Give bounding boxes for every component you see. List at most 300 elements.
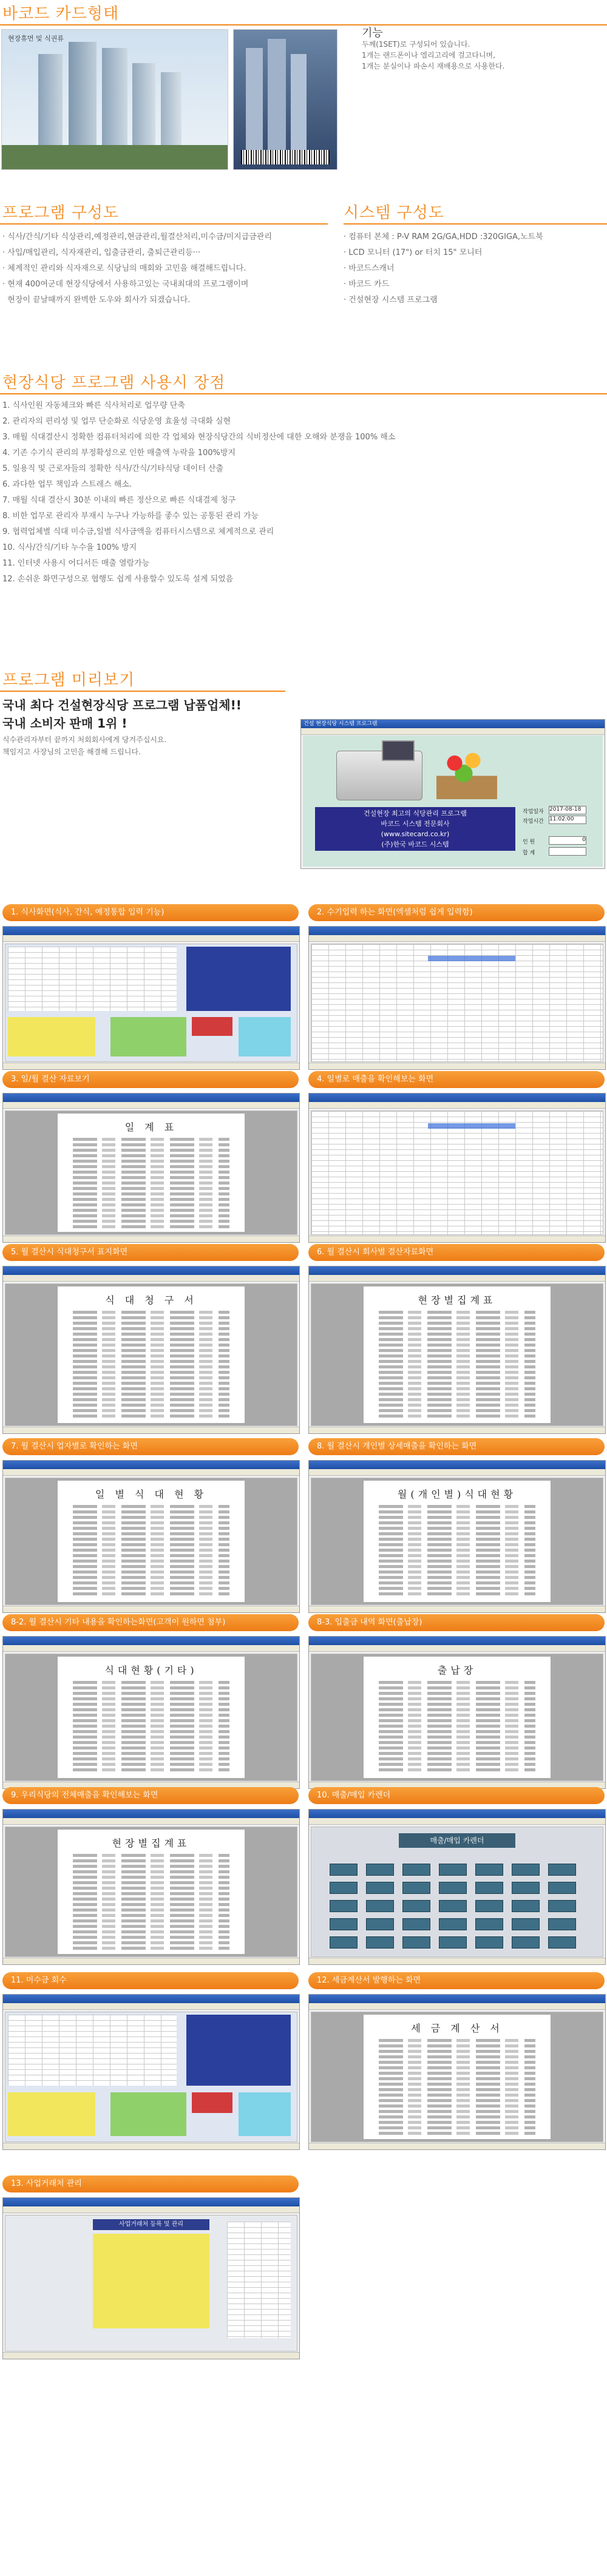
program-config-line-2: · 사입/매입관리, 식자재관리, 입출금관리, 출퇴근관리등··· bbox=[2, 248, 201, 257]
report-row bbox=[73, 1371, 229, 1374]
date-value[interactable]: 2017-08-18 bbox=[549, 806, 586, 814]
report-row bbox=[379, 1404, 535, 1407]
report-row bbox=[73, 1187, 229, 1190]
window-body bbox=[311, 1283, 603, 1426]
report-row bbox=[73, 1736, 229, 1739]
scroll-banner bbox=[315, 807, 515, 851]
window-statusbar bbox=[3, 2143, 299, 2149]
calendar-day-tile[interactable] bbox=[402, 1882, 430, 1894]
report-row bbox=[379, 2088, 535, 2091]
window-body bbox=[311, 1478, 603, 1605]
report-rows bbox=[379, 2039, 535, 2137]
report-row bbox=[73, 1581, 229, 1584]
report-row bbox=[73, 1209, 229, 1212]
calendar-day-tile[interactable] bbox=[512, 1882, 540, 1894]
calendar-day-tile[interactable] bbox=[330, 1864, 358, 1876]
calendar-day-tile[interactable] bbox=[330, 1900, 358, 1912]
total-panel bbox=[239, 1017, 291, 1057]
count-label: 인 원 bbox=[523, 839, 535, 845]
report-row bbox=[379, 1703, 535, 1706]
window-titlebar bbox=[3, 1461, 299, 1469]
report-row bbox=[379, 1393, 535, 1396]
report-row bbox=[379, 1725, 535, 1728]
report-row bbox=[73, 1881, 229, 1884]
report-sheet bbox=[58, 1114, 244, 1232]
report-row bbox=[73, 1919, 229, 1922]
report-sheet bbox=[364, 1657, 550, 1778]
calendar-day-tile[interactable] bbox=[402, 1864, 430, 1876]
merits-title: 현장식당 프로그램 사용시 장점 bbox=[2, 374, 226, 392]
window-titlebar bbox=[3, 2198, 299, 2206]
report-row bbox=[379, 2121, 535, 2124]
report-row bbox=[379, 2099, 535, 2102]
calendar-day-tile[interactable] bbox=[439, 1918, 467, 1930]
screen-label-9: 8-2. 월 결산시 기타 내용을 확인하는화면(고객이 원하면 첨부) bbox=[11, 1618, 226, 1627]
calendar-day-tile[interactable] bbox=[475, 1882, 503, 1894]
window-statusbar bbox=[3, 1427, 299, 1433]
report-row bbox=[379, 1521, 535, 1524]
program-config-line bbox=[0, 223, 328, 225]
report-row bbox=[73, 1876, 229, 1879]
report-row bbox=[379, 1344, 535, 1347]
merit-line-7: 7. 매월 식대 결산시 30분 이내의 빠른 정산으로 빠른 식대결제 청구 bbox=[2, 496, 236, 505]
calendar-day-tile[interactable] bbox=[402, 1936, 430, 1949]
report-row bbox=[379, 2066, 535, 2069]
calendar-day-tile[interactable] bbox=[548, 1918, 576, 1930]
system-config-line-2: · LCD 모니터 (17") or 터치 15" 모니터 bbox=[344, 248, 483, 257]
window-menu bbox=[3, 2003, 299, 2010]
report-row bbox=[73, 1730, 229, 1733]
summary-panel bbox=[8, 2092, 95, 2136]
report-row bbox=[73, 1393, 229, 1396]
report-row bbox=[73, 1143, 229, 1146]
report-row bbox=[73, 1925, 229, 1928]
screen-header-4 bbox=[308, 1071, 605, 1088]
window-body bbox=[311, 2012, 603, 2142]
screen-shot-5 bbox=[2, 1266, 300, 1434]
report-row bbox=[73, 1549, 229, 1552]
report-sheet bbox=[364, 2015, 550, 2139]
window-titlebar bbox=[309, 1995, 605, 2003]
merit-line-5: 5. 일용직 및 근로자들의 정확한 식사/간식/기타식당 데이터 산출 bbox=[2, 464, 224, 473]
calendar-day-tile[interactable] bbox=[439, 1900, 467, 1912]
report-row bbox=[73, 1947, 229, 1950]
report-title: 일 계 표 bbox=[124, 1121, 178, 1133]
window-body bbox=[5, 1283, 297, 1426]
report-row bbox=[379, 1398, 535, 1401]
window-statusbar bbox=[309, 2143, 605, 2149]
window-titlebar bbox=[3, 927, 299, 935]
window-body bbox=[5, 1111, 297, 1235]
system-config-line-4: · 바코드 카드 bbox=[344, 280, 390, 289]
report-row bbox=[73, 1365, 229, 1368]
system-config-line-3: · 바코드스캐너 bbox=[344, 264, 395, 273]
screen-shot-12 bbox=[308, 1809, 606, 1965]
report-row bbox=[73, 1404, 229, 1407]
report-row bbox=[73, 1887, 229, 1890]
report-row bbox=[379, 1708, 535, 1711]
window-menu bbox=[3, 1645, 299, 1652]
calendar-day-tile[interactable] bbox=[366, 1936, 394, 1949]
preview-window-menu bbox=[301, 728, 605, 735]
report-title: 식대현황(기타) bbox=[104, 1665, 198, 1676]
report-row bbox=[379, 1376, 535, 1379]
report-title: 일 별 식 대 현 황 bbox=[95, 1489, 208, 1500]
preview-sub-2: 책임지고 사장님의 고민을 해결해 드립니다. bbox=[2, 748, 141, 756]
calendar-day-tile[interactable] bbox=[512, 1900, 540, 1912]
report-row bbox=[379, 1719, 535, 1722]
screen-header-7 bbox=[2, 1438, 299, 1455]
report-row bbox=[73, 1322, 229, 1325]
screen-label-15: 13. 사업거래처 관리 bbox=[11, 2179, 82, 2188]
preview-window bbox=[300, 719, 605, 869]
program-config-line-3: · 체계적인 관리와 식자재으로 식당님의 매회와 고민을 해결해드립니다. bbox=[2, 264, 246, 273]
report-title: 현장별집계표 bbox=[418, 1294, 497, 1306]
report-row bbox=[73, 1930, 229, 1933]
calendar-day-tile[interactable] bbox=[366, 1900, 394, 1912]
preview-headline-2: 국내 소비자 판매 1위 ! bbox=[2, 716, 127, 731]
grid-highlight bbox=[428, 1123, 515, 1129]
report-row bbox=[73, 1681, 229, 1684]
report-row bbox=[73, 1327, 229, 1330]
report-row bbox=[73, 1198, 229, 1201]
report-row bbox=[73, 1859, 229, 1862]
report-row bbox=[379, 2094, 535, 2097]
report-row bbox=[379, 1532, 535, 1535]
window-body bbox=[311, 944, 603, 1062]
count-value[interactable]: 0 bbox=[549, 836, 586, 845]
screen-header-14 bbox=[308, 1972, 605, 1989]
system-config-line bbox=[344, 223, 607, 225]
window-menu bbox=[309, 1102, 605, 1109]
merit-line-4: 4. 기존 수기식 관리의 부정확성으로 인한 매출액 누락을 100%방지 bbox=[2, 448, 236, 458]
screen-header-13 bbox=[2, 1972, 299, 1989]
report-row bbox=[379, 1322, 535, 1325]
report-row bbox=[379, 2055, 535, 2058]
pos-screen bbox=[382, 740, 415, 761]
report-row bbox=[73, 1527, 229, 1530]
screen-label-8: 8. 월 결산시 개인별 상세매출을 확인하는 화면 bbox=[317, 1442, 477, 1451]
report-row bbox=[379, 1415, 535, 1418]
report-row bbox=[73, 1898, 229, 1901]
preview-window-titlebar bbox=[301, 720, 605, 728]
report-sheet bbox=[58, 1830, 244, 1954]
report-row bbox=[379, 1714, 535, 1717]
scroll-text-2: 바코드 시스템 전문회사 bbox=[381, 820, 450, 828]
screen-header-1 bbox=[2, 904, 299, 921]
feature-line-3: 1개는 분실이나 파손시 재배용으로 사용한다. bbox=[362, 62, 505, 70]
window-statusbar bbox=[309, 1236, 605, 1242]
report-row bbox=[73, 1338, 229, 1341]
report-row bbox=[73, 1409, 229, 1412]
report-row bbox=[379, 1316, 535, 1319]
calendar-day-tile[interactable] bbox=[475, 1936, 503, 1949]
calendar-day-tile[interactable] bbox=[402, 1900, 430, 1912]
window-statusbar bbox=[3, 2352, 299, 2359]
window-menu bbox=[309, 1818, 605, 1825]
report-row bbox=[379, 1554, 535, 1557]
report-row bbox=[73, 1182, 229, 1185]
report-row bbox=[73, 1908, 229, 1912]
report-row bbox=[73, 1854, 229, 1857]
report-rows bbox=[73, 1681, 229, 1774]
merit-line-3: 3. 매월 식대결산시 정확한 컴퓨터처리에 의한 각 업체와 현장식당간의 식비정산에 대한 오해와 분쟁을 100% 해소 bbox=[2, 433, 396, 442]
data-grid bbox=[8, 947, 177, 1011]
report-row bbox=[379, 1730, 535, 1733]
report-row bbox=[73, 1176, 229, 1179]
calendar-title: 매출/매입 카렌더 bbox=[399, 1833, 515, 1848]
report-sheet bbox=[58, 1481, 244, 1602]
report-row bbox=[73, 1768, 229, 1771]
screen-label-1: 1. 식사화면(식사, 간식, 예정통합 입력 기능) bbox=[11, 908, 164, 917]
report-row bbox=[73, 1686, 229, 1689]
report-row bbox=[73, 1892, 229, 1895]
total-panel bbox=[239, 2092, 291, 2136]
report-rows bbox=[73, 1311, 229, 1420]
report-row bbox=[379, 1741, 535, 1744]
calendar-day-tile[interactable] bbox=[548, 1882, 576, 1894]
screen-shot-15 bbox=[2, 2197, 300, 2359]
preview-window-title: 건설 현장식당 시스템 프로그램 bbox=[304, 721, 378, 727]
report-row bbox=[73, 1165, 229, 1168]
report-row bbox=[73, 1560, 229, 1563]
report-row bbox=[379, 1510, 535, 1513]
report-title: 세 금 계 산 서 bbox=[411, 2023, 503, 2034]
window-titlebar bbox=[3, 1094, 299, 1102]
report-row bbox=[73, 1376, 229, 1379]
report-row bbox=[73, 1349, 229, 1352]
calendar-day-tile[interactable] bbox=[366, 1918, 394, 1930]
calendar-day-tile[interactable] bbox=[366, 1864, 394, 1876]
report-rows bbox=[379, 1311, 535, 1420]
report-row bbox=[379, 1538, 535, 1541]
calendar-day-tile[interactable] bbox=[439, 1882, 467, 1894]
screen-header-12 bbox=[308, 1787, 605, 1804]
screen-shot-3 bbox=[2, 1093, 300, 1243]
screen-header-8 bbox=[308, 1438, 605, 1455]
total-value-field[interactable] bbox=[549, 847, 586, 856]
program-config-title: 프로그램 구성도 bbox=[2, 204, 120, 222]
screen-label-10: 8-3. 입출금 내역 화면(출납장) bbox=[317, 1618, 422, 1627]
window-menu bbox=[309, 935, 605, 942]
screen-label-2: 2. 수기입력 하는 화면(엑셀처럼 쉽게 입력함) bbox=[317, 908, 473, 917]
scroll-text-1: 건설현장 최고의 식당관리 프로그램 bbox=[364, 810, 467, 817]
report-row bbox=[379, 2050, 535, 2053]
screen-label-4: 4. 일별로 매출을 확인해보는 화면 bbox=[317, 1075, 434, 1084]
report-row bbox=[73, 1692, 229, 1695]
calendar-day-tile[interactable] bbox=[512, 1918, 540, 1930]
calendar-day-tile[interactable] bbox=[512, 1864, 540, 1876]
report-row bbox=[379, 1587, 535, 1590]
report-row bbox=[379, 1505, 535, 1508]
window-menu bbox=[309, 1645, 605, 1652]
calendar-day-tile[interactable] bbox=[548, 1936, 576, 1949]
report-rows bbox=[73, 1854, 229, 1952]
report-row bbox=[73, 1708, 229, 1711]
report-row bbox=[73, 1697, 229, 1700]
screen-shot-2 bbox=[308, 926, 606, 1070]
report-row bbox=[73, 1344, 229, 1347]
report-row bbox=[379, 2077, 535, 2080]
report-row bbox=[73, 1203, 229, 1206]
screen-label-13: 11. 미수금 회수 bbox=[11, 1976, 67, 1985]
preview-headline-1: 국내 최다 건설현장식당 프로그램 납품업체!! bbox=[2, 698, 242, 712]
calendar-day-tile[interactable] bbox=[512, 1936, 540, 1949]
window-body bbox=[5, 1827, 297, 1957]
calendar-day-tile[interactable] bbox=[475, 1918, 503, 1930]
window-menu bbox=[309, 1275, 605, 1282]
window-titlebar bbox=[309, 927, 605, 935]
calendar-day-tile[interactable] bbox=[330, 1936, 358, 1949]
report-row bbox=[379, 1570, 535, 1574]
merit-line-9: 9. 협력업체별 식대 미수금,일별 식사금액을 컴퓨터시스템으로 체계적으로 관리 bbox=[2, 527, 274, 536]
merits-line bbox=[0, 393, 607, 394]
report-row bbox=[379, 1581, 535, 1584]
report-row bbox=[379, 1681, 535, 1684]
report-row bbox=[379, 1752, 535, 1755]
barcode-card-image-front bbox=[233, 29, 337, 170]
report-title: 현장별집계표 bbox=[112, 1837, 191, 1849]
window-menu bbox=[3, 2206, 299, 2213]
program-config-line-5: 현장이 끝날때까지 완벽한 도우와 회사가 되겠습니다. bbox=[2, 296, 191, 305]
form-title: 사업거래처 등록 및 관리 bbox=[93, 2219, 209, 2230]
report-row bbox=[73, 1543, 229, 1546]
report-row bbox=[379, 2083, 535, 2086]
window-body bbox=[311, 1111, 603, 1235]
report-row bbox=[73, 1160, 229, 1163]
screen-shot-1 bbox=[2, 926, 300, 1070]
report-row bbox=[73, 1333, 229, 1336]
report-row bbox=[73, 1538, 229, 1541]
window-statusbar bbox=[309, 1958, 605, 1964]
window-menu bbox=[309, 1469, 605, 1476]
data-grid bbox=[311, 944, 603, 1061]
report-title: 월(개인별)식대현황 bbox=[397, 1489, 517, 1500]
window-menu bbox=[309, 2003, 605, 2010]
report-row bbox=[73, 1587, 229, 1590]
merit-line-10: 10. 식사/간식/기타 누수율 100% 방지 bbox=[2, 543, 137, 552]
report-row bbox=[73, 1554, 229, 1557]
scroll-company: (주)한국 바코드 시스템 bbox=[381, 840, 449, 848]
barcode-section-title: 바코드 카드형태 bbox=[2, 5, 120, 23]
window-body bbox=[311, 1654, 603, 1781]
report-sheet bbox=[58, 1286, 244, 1423]
merit-line-6: 6. 과다한 업무 책임과 스트레스 해소. bbox=[2, 480, 132, 489]
report-row bbox=[379, 1763, 535, 1766]
report-row bbox=[379, 1686, 535, 1689]
report-row bbox=[379, 1516, 535, 1519]
report-row bbox=[379, 2110, 535, 2113]
window-body bbox=[5, 1654, 297, 1781]
report-row bbox=[379, 1409, 535, 1412]
report-row bbox=[379, 2039, 535, 2042]
report-row bbox=[379, 2044, 535, 2047]
report-row bbox=[379, 1560, 535, 1563]
screen-shot-14 bbox=[308, 1994, 606, 2150]
preview-title: 프로그램 미리보기 bbox=[2, 671, 135, 689]
report-row bbox=[73, 1214, 229, 1217]
report-sheet bbox=[364, 1286, 550, 1423]
card1-caption: 현장휴먼 및 식권류 bbox=[8, 35, 64, 42]
report-row bbox=[73, 1865, 229, 1868]
calendar-day-tile[interactable] bbox=[330, 1882, 358, 1894]
screen-shot-9 bbox=[2, 1636, 300, 1789]
report-sheet bbox=[364, 1481, 550, 1602]
screen-shot-4 bbox=[308, 1093, 606, 1243]
calendar-day-tile[interactable] bbox=[366, 1882, 394, 1894]
report-row bbox=[73, 1757, 229, 1760]
report-row bbox=[379, 1382, 535, 1385]
window-statusbar bbox=[309, 1427, 605, 1433]
calendar-day-tile[interactable] bbox=[330, 1918, 358, 1930]
report-row bbox=[379, 1527, 535, 1530]
report-row bbox=[73, 1870, 229, 1873]
report-row bbox=[379, 1365, 535, 1368]
merit-line-2: 2. 관리자의 편리성 및 업무 단순화로 식당운영 효율성 극대화 실현 bbox=[2, 417, 231, 426]
window-titlebar bbox=[309, 1461, 605, 1469]
preview-sub-1: 식수관리자부터 끝까지 처회회사에게 당겨주십시요. bbox=[2, 735, 167, 744]
calendar-day-tile[interactable] bbox=[439, 1936, 467, 1949]
calendar-day-tile[interactable] bbox=[439, 1864, 467, 1876]
screen-shot-13 bbox=[2, 1994, 300, 2150]
window-menu bbox=[3, 1102, 299, 1109]
report-row bbox=[379, 1349, 535, 1352]
window-body bbox=[311, 1827, 603, 1957]
screen-shot-6 bbox=[308, 1266, 606, 1434]
screen-header-3 bbox=[2, 1071, 299, 1088]
summary-panel bbox=[8, 1017, 95, 1057]
data-grid bbox=[311, 1111, 603, 1234]
time-value[interactable]: 11:02:00 bbox=[549, 816, 586, 824]
calendar-day-tile[interactable] bbox=[548, 1864, 576, 1876]
report-row bbox=[379, 1697, 535, 1700]
report-row bbox=[379, 1565, 535, 1568]
total-label: 합 계 bbox=[523, 850, 535, 856]
report-title: 출납장 bbox=[437, 1665, 477, 1676]
preview-line bbox=[0, 691, 285, 692]
calendar-day-tile[interactable] bbox=[475, 1900, 503, 1912]
report-row bbox=[379, 1736, 535, 1739]
date-label: 작업일자 bbox=[523, 809, 544, 815]
merit-line-11: 11. 인터넷 사용시 어디서든 매출 열람가능 bbox=[2, 559, 150, 568]
calendar-day-tile[interactable] bbox=[402, 1918, 430, 1930]
report-row bbox=[73, 1592, 229, 1595]
report-row bbox=[379, 1746, 535, 1749]
window-titlebar bbox=[3, 1995, 299, 2003]
report-row bbox=[73, 1387, 229, 1390]
calendar-day-tile[interactable] bbox=[475, 1864, 503, 1876]
report-row bbox=[73, 1936, 229, 1939]
preview-window-content bbox=[303, 735, 603, 867]
report-row bbox=[73, 1398, 229, 1401]
feature-line-2: 1개는 랜드폰이나 엘리고리에 걸고다니며, bbox=[362, 51, 495, 59]
report-row bbox=[73, 1741, 229, 1744]
calendar-day-tile[interactable] bbox=[548, 1900, 576, 1912]
window-statusbar bbox=[309, 1606, 605, 1612]
report-row bbox=[73, 1505, 229, 1508]
report-row bbox=[73, 1532, 229, 1535]
screen-shot-7 bbox=[2, 1460, 300, 1613]
report-row bbox=[73, 1746, 229, 1749]
report-row bbox=[73, 1570, 229, 1574]
screen-label-11: 9. 우리식당의 전체매출을 확인해보는 화면 bbox=[11, 1791, 158, 1800]
system-config-line-1: · 컴퓨터 본체 : P-V RAM 2G/GA,HDD :320GIGA,노트북 bbox=[344, 232, 543, 242]
feature-line-1: 두께(1SET)로 구성되어 있습니다. bbox=[362, 40, 470, 49]
grid-highlight bbox=[428, 956, 515, 961]
window-body bbox=[5, 2215, 297, 2351]
report-row bbox=[379, 1333, 535, 1336]
window-body bbox=[5, 944, 297, 1062]
